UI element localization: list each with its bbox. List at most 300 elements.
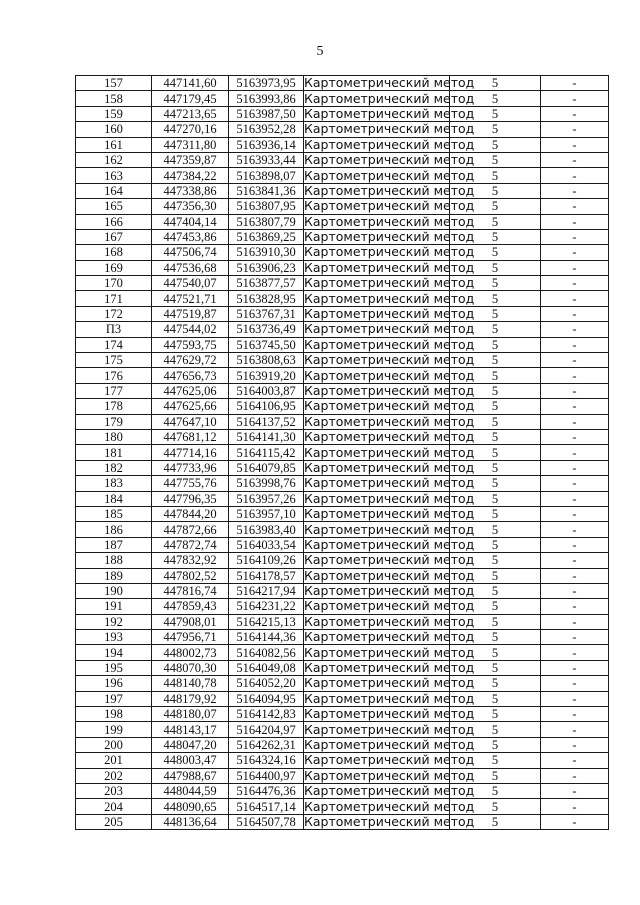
point-number-cell: П3 <box>76 322 152 337</box>
x-coordinate-cell: 447540,07 <box>152 276 229 291</box>
table-row <box>76 599 609 614</box>
point-number-cell: 175 <box>76 353 152 368</box>
x-coordinate-cell: 447733,96 <box>152 460 229 475</box>
note-cell: - <box>541 399 609 414</box>
y-coordinate-cell: 5163910,30 <box>229 245 304 260</box>
table-row <box>76 183 609 198</box>
accuracy-cell: 5 <box>450 214 541 229</box>
x-coordinate-cell: 447629,72 <box>152 353 229 368</box>
y-coordinate-cell: 5164476,36 <box>229 783 304 798</box>
method-cell: Картометрический метод <box>304 690 475 706</box>
method-cell: Картометрический метод <box>304 706 475 722</box>
x-coordinate-cell: 447521,71 <box>152 291 229 306</box>
coordinates-table <box>75 75 609 830</box>
method-cell: Картометрический метод <box>304 275 475 291</box>
method-cell: Картометрический метод <box>304 536 475 552</box>
y-coordinate-cell: 5163808,63 <box>229 353 304 368</box>
accuracy-cell: 5 <box>450 460 541 475</box>
y-coordinate-cell: 5164106,95 <box>229 399 304 414</box>
note-cell: - <box>541 337 609 352</box>
y-coordinate-cell: 5164082,56 <box>229 645 304 660</box>
note-cell: - <box>541 429 609 444</box>
table-row <box>76 414 609 429</box>
accuracy-cell: 5 <box>450 276 541 291</box>
x-coordinate-cell: 448044,59 <box>152 783 229 798</box>
note-cell: - <box>541 599 609 614</box>
y-coordinate-cell: 5164141,30 <box>229 429 304 444</box>
method-cell: Картометрический метод <box>304 629 475 645</box>
accuracy-cell: 5 <box>450 152 541 167</box>
accuracy-cell: 5 <box>450 630 541 645</box>
x-coordinate-cell: 447141,60 <box>152 76 229 91</box>
x-coordinate-cell: 447681,12 <box>152 429 229 444</box>
y-coordinate-cell: 5163936,14 <box>229 137 304 152</box>
note-cell: - <box>541 814 609 829</box>
method-cell: Картометрический метод <box>304 336 475 352</box>
x-coordinate-cell: 447625,06 <box>152 383 229 398</box>
accuracy-cell: 5 <box>450 491 541 506</box>
x-coordinate-cell: 447270,16 <box>152 122 229 137</box>
y-coordinate-cell: 5163933,44 <box>229 152 304 167</box>
x-coordinate-cell: 447802,52 <box>152 568 229 583</box>
x-coordinate-cell: 447988,67 <box>152 768 229 783</box>
note-cell: - <box>541 183 609 198</box>
note-cell: - <box>541 691 609 706</box>
y-coordinate-cell: 5164033,54 <box>229 537 304 552</box>
y-coordinate-cell: 5164142,83 <box>229 707 304 722</box>
point-number-cell: 159 <box>76 106 152 121</box>
accuracy-cell: 5 <box>450 799 541 814</box>
y-coordinate-cell: 5164324,16 <box>229 753 304 768</box>
x-coordinate-cell: 447844,20 <box>152 506 229 521</box>
accuracy-cell: 5 <box>450 660 541 675</box>
point-number-cell: 164 <box>76 183 152 198</box>
note-cell: - <box>541 614 609 629</box>
x-coordinate-cell: 447179,45 <box>152 91 229 106</box>
point-number-cell: 189 <box>76 568 152 583</box>
x-coordinate-cell: 448003,47 <box>152 753 229 768</box>
accuracy-cell: 5 <box>450 676 541 691</box>
table-row <box>76 630 609 645</box>
table-row <box>76 353 609 368</box>
point-number-cell: 167 <box>76 229 152 244</box>
method-cell: Картометрический метод <box>304 244 475 260</box>
note-cell: - <box>541 476 609 491</box>
point-number-cell: 170 <box>76 276 152 291</box>
y-coordinate-cell: 5163987,50 <box>229 106 304 121</box>
y-coordinate-cell: 5163898,07 <box>229 168 304 183</box>
point-number-cell: 199 <box>76 722 152 737</box>
x-coordinate-cell: 447796,35 <box>152 491 229 506</box>
accuracy-cell: 5 <box>450 506 541 521</box>
x-coordinate-cell: 448180,07 <box>152 707 229 722</box>
point-number-cell: 178 <box>76 399 152 414</box>
method-cell: Картометрический метод <box>304 429 475 445</box>
table-row <box>76 691 609 706</box>
point-number-cell: 196 <box>76 676 152 691</box>
table-row <box>76 676 609 691</box>
point-number-cell: 188 <box>76 553 152 568</box>
table-row <box>76 537 609 552</box>
point-number-cell: 193 <box>76 630 152 645</box>
y-coordinate-cell: 5164231,22 <box>229 599 304 614</box>
x-coordinate-cell: 447859,43 <box>152 599 229 614</box>
note-cell: - <box>541 737 609 752</box>
accuracy-cell: 5 <box>450 383 541 398</box>
y-coordinate-cell: 5163906,23 <box>229 260 304 275</box>
note-cell: - <box>541 199 609 214</box>
method-cell: Картометрический метод <box>304 660 475 676</box>
method-cell: Картометрический метод <box>304 75 475 91</box>
y-coordinate-cell: 5164262,31 <box>229 737 304 752</box>
method-cell: Картометрический метод <box>304 182 475 198</box>
table-row <box>76 768 609 783</box>
point-number-cell: 205 <box>76 814 152 829</box>
accuracy-cell: 5 <box>450 429 541 444</box>
method-cell: Картометрический метод <box>304 136 475 152</box>
note-cell: - <box>541 660 609 675</box>
method-cell: Картометрический метод <box>304 475 475 491</box>
table-row <box>76 399 609 414</box>
y-coordinate-cell: 5164115,42 <box>229 445 304 460</box>
note-cell: - <box>541 583 609 598</box>
accuracy-cell: 5 <box>450 337 541 352</box>
point-number-cell: 158 <box>76 91 152 106</box>
y-coordinate-cell: 5163998,76 <box>229 476 304 491</box>
point-number-cell: 182 <box>76 460 152 475</box>
accuracy-cell: 5 <box>450 691 541 706</box>
point-number-cell: 194 <box>76 645 152 660</box>
y-coordinate-cell: 5164049,08 <box>229 660 304 675</box>
x-coordinate-cell: 447404,14 <box>152 214 229 229</box>
note-cell: - <box>541 414 609 429</box>
note-cell: - <box>541 214 609 229</box>
table-row <box>76 814 609 829</box>
y-coordinate-cell: 5164400,97 <box>229 768 304 783</box>
x-coordinate-cell: 447647,10 <box>152 414 229 429</box>
table-row <box>76 722 609 737</box>
accuracy-cell: 5 <box>450 106 541 121</box>
x-coordinate-cell: 447453,86 <box>152 229 229 244</box>
point-number-cell: 200 <box>76 737 152 752</box>
accuracy-cell: 5 <box>450 229 541 244</box>
note-cell: - <box>541 460 609 475</box>
accuracy-cell: 5 <box>450 537 541 552</box>
method-cell: Картометрический метод <box>304 783 475 799</box>
x-coordinate-cell: 447593,75 <box>152 337 229 352</box>
point-number-cell: 203 <box>76 783 152 798</box>
accuracy-cell: 5 <box>450 399 541 414</box>
y-coordinate-cell: 5164217,94 <box>229 583 304 598</box>
point-number-cell: 179 <box>76 414 152 429</box>
x-coordinate-cell: 447338,86 <box>152 183 229 198</box>
point-number-cell: 163 <box>76 168 152 183</box>
method-cell: Картометрический метод <box>304 567 475 583</box>
point-number-cell: 172 <box>76 306 152 321</box>
note-cell: - <box>541 491 609 506</box>
method-cell: Картометрический метод <box>304 752 475 768</box>
note-cell: - <box>541 783 609 798</box>
y-coordinate-cell: 5164517,14 <box>229 799 304 814</box>
method-cell: Картометрический метод <box>304 459 475 475</box>
method-cell: Картометрический метод <box>304 521 475 537</box>
method-cell: Картометрический метод <box>304 213 475 229</box>
table-row <box>76 152 609 167</box>
note-cell: - <box>541 753 609 768</box>
point-number-cell: 181 <box>76 445 152 460</box>
point-number-cell: 184 <box>76 491 152 506</box>
method-cell: Картометрический метод <box>304 798 475 814</box>
y-coordinate-cell: 5163957,10 <box>229 506 304 521</box>
note-cell: - <box>541 445 609 460</box>
x-coordinate-cell: 447872,66 <box>152 522 229 537</box>
note-cell: - <box>541 245 609 260</box>
x-coordinate-cell: 448047,20 <box>152 737 229 752</box>
table-row <box>76 491 609 506</box>
y-coordinate-cell: 5163745,50 <box>229 337 304 352</box>
table-row <box>76 214 609 229</box>
y-coordinate-cell: 5164137,52 <box>229 414 304 429</box>
method-cell: Картометрический метод <box>304 721 475 737</box>
method-cell: Картометрический метод <box>304 290 475 306</box>
point-number-cell: 171 <box>76 291 152 306</box>
accuracy-cell: 5 <box>450 353 541 368</box>
method-cell: Картометрический метод <box>304 552 475 568</box>
method-cell: Картометрический метод <box>304 398 475 414</box>
accuracy-cell: 5 <box>450 122 541 137</box>
y-coordinate-cell: 5163919,20 <box>229 368 304 383</box>
y-coordinate-cell: 5164003,87 <box>229 383 304 398</box>
note-cell: - <box>541 106 609 121</box>
accuracy-cell: 5 <box>450 614 541 629</box>
y-coordinate-cell: 5163807,79 <box>229 214 304 229</box>
method-cell: Картометрический метод <box>304 644 475 660</box>
note-cell: - <box>541 122 609 137</box>
y-coordinate-cell: 5163952,28 <box>229 122 304 137</box>
accuracy-cell: 5 <box>450 260 541 275</box>
x-coordinate-cell: 448002,73 <box>152 645 229 660</box>
method-cell: Картометрический метод <box>304 506 475 522</box>
point-number-cell: 204 <box>76 799 152 814</box>
x-coordinate-cell: 447816,74 <box>152 583 229 598</box>
accuracy-cell: 5 <box>450 245 541 260</box>
table-row <box>76 322 609 337</box>
method-cell: Картометрический метод <box>304 813 475 829</box>
y-coordinate-cell: 5163807,95 <box>229 199 304 214</box>
accuracy-cell: 5 <box>450 583 541 598</box>
method-cell: Картометрический метод <box>304 259 475 275</box>
x-coordinate-cell: 448143,17 <box>152 722 229 737</box>
table-row <box>76 707 609 722</box>
table-row <box>76 383 609 398</box>
note-cell: - <box>541 306 609 321</box>
table-row <box>76 306 609 321</box>
note-cell: - <box>541 260 609 275</box>
accuracy-cell: 5 <box>450 722 541 737</box>
method-cell: Картометрический метод <box>304 152 475 168</box>
accuracy-cell: 5 <box>450 737 541 752</box>
accuracy-cell: 5 <box>450 599 541 614</box>
method-cell: Картометрический метод <box>304 121 475 137</box>
table-row <box>76 445 609 460</box>
point-number-cell: 180 <box>76 429 152 444</box>
method-cell: Картометрический метод <box>304 167 475 183</box>
method-cell: Картометрический метод <box>304 613 475 629</box>
y-coordinate-cell: 5164215,13 <box>229 614 304 629</box>
method-cell: Картометрический метод <box>304 198 475 214</box>
table-row <box>76 368 609 383</box>
table-row <box>76 614 609 629</box>
x-coordinate-cell: 448179,92 <box>152 691 229 706</box>
note-cell: - <box>541 522 609 537</box>
x-coordinate-cell: 448136,64 <box>152 814 229 829</box>
note-cell: - <box>541 722 609 737</box>
x-coordinate-cell: 447872,74 <box>152 537 229 552</box>
method-cell: Картометрический метод <box>304 367 475 383</box>
note-cell: - <box>541 76 609 91</box>
point-number-cell: 186 <box>76 522 152 537</box>
x-coordinate-cell: 447832,92 <box>152 553 229 568</box>
y-coordinate-cell: 5164094,95 <box>229 691 304 706</box>
method-cell: Картометрический метод <box>304 90 475 106</box>
y-coordinate-cell: 5163828,95 <box>229 291 304 306</box>
accuracy-cell: 5 <box>450 783 541 798</box>
y-coordinate-cell: 5163869,25 <box>229 229 304 244</box>
note-cell: - <box>541 506 609 521</box>
point-number-cell: 168 <box>76 245 152 260</box>
method-cell: Картометрический метод <box>304 598 475 614</box>
x-coordinate-cell: 447359,87 <box>152 152 229 167</box>
point-number-cell: 187 <box>76 537 152 552</box>
point-number-cell: 160 <box>76 122 152 137</box>
note-cell: - <box>541 630 609 645</box>
x-coordinate-cell: 447384,22 <box>152 168 229 183</box>
table-row <box>76 276 609 291</box>
x-coordinate-cell: 447625,66 <box>152 399 229 414</box>
note-cell: - <box>541 291 609 306</box>
y-coordinate-cell: 5163973,95 <box>229 76 304 91</box>
x-coordinate-cell: 447956,71 <box>152 630 229 645</box>
x-coordinate-cell: 447908,01 <box>152 614 229 629</box>
method-cell: Картометрический метод <box>304 321 475 337</box>
note-cell: - <box>541 353 609 368</box>
point-number-cell: 166 <box>76 214 152 229</box>
table-row <box>76 506 609 521</box>
x-coordinate-cell: 447213,65 <box>152 106 229 121</box>
point-number-cell: 197 <box>76 691 152 706</box>
table-row <box>76 568 609 583</box>
note-cell: - <box>541 768 609 783</box>
accuracy-cell: 5 <box>450 199 541 214</box>
accuracy-cell: 5 <box>450 753 541 768</box>
accuracy-cell: 5 <box>450 568 541 583</box>
y-coordinate-cell: 5164507,78 <box>229 814 304 829</box>
note-cell: - <box>541 276 609 291</box>
method-cell: Картометрический метод <box>304 583 475 599</box>
note-cell: - <box>541 152 609 167</box>
y-coordinate-cell: 5163983,40 <box>229 522 304 537</box>
y-coordinate-cell: 5164178,57 <box>229 568 304 583</box>
accuracy-cell: 5 <box>450 768 541 783</box>
x-coordinate-cell: 448090,65 <box>152 799 229 814</box>
table-row <box>76 337 609 352</box>
method-cell: Картометрический метод <box>304 413 475 429</box>
x-coordinate-cell: 448140,78 <box>152 676 229 691</box>
note-cell: - <box>541 229 609 244</box>
point-number-cell: 192 <box>76 614 152 629</box>
accuracy-cell: 5 <box>450 707 541 722</box>
y-coordinate-cell: 5164052,20 <box>229 676 304 691</box>
x-coordinate-cell: 447506,74 <box>152 245 229 260</box>
x-coordinate-cell: 448070,30 <box>152 660 229 675</box>
note-cell: - <box>541 645 609 660</box>
note-cell: - <box>541 137 609 152</box>
note-cell: - <box>541 707 609 722</box>
accuracy-cell: 5 <box>450 522 541 537</box>
note-cell: - <box>541 537 609 552</box>
note-cell: - <box>541 368 609 383</box>
point-number-cell: 169 <box>76 260 152 275</box>
point-number-cell: 195 <box>76 660 152 675</box>
note-cell: - <box>541 168 609 183</box>
point-number-cell: 176 <box>76 368 152 383</box>
table-row <box>76 583 609 598</box>
table-row <box>76 737 609 752</box>
method-cell: Картометрический метод <box>304 490 475 506</box>
page-number: 5 <box>316 44 324 59</box>
method-cell: Картометрический метод <box>304 229 475 245</box>
table-row <box>76 291 609 306</box>
table-row <box>76 429 609 444</box>
point-number-cell: 202 <box>76 768 152 783</box>
note-cell: - <box>541 91 609 106</box>
point-number-cell: 190 <box>76 583 152 598</box>
y-coordinate-cell: 5163767,31 <box>229 306 304 321</box>
point-number-cell: 183 <box>76 476 152 491</box>
point-number-cell: 191 <box>76 599 152 614</box>
table-row <box>76 476 609 491</box>
y-coordinate-cell: 5163841,36 <box>229 183 304 198</box>
accuracy-cell: 5 <box>450 414 541 429</box>
x-coordinate-cell: 447311,80 <box>152 137 229 152</box>
point-number-cell: 177 <box>76 383 152 398</box>
y-coordinate-cell: 5164144,36 <box>229 630 304 645</box>
accuracy-cell: 5 <box>450 91 541 106</box>
note-cell: - <box>541 553 609 568</box>
method-cell: Картометрический метод <box>304 444 475 460</box>
x-coordinate-cell: 447356,30 <box>152 199 229 214</box>
note-cell: - <box>541 676 609 691</box>
table-row <box>76 460 609 475</box>
accuracy-cell: 5 <box>450 553 541 568</box>
accuracy-cell: 5 <box>450 645 541 660</box>
table-body <box>76 76 609 830</box>
method-cell: Картометрический метод <box>304 767 475 783</box>
y-coordinate-cell: 5164109,26 <box>229 553 304 568</box>
table-row <box>76 783 609 798</box>
note-cell: - <box>541 568 609 583</box>
table-row <box>76 645 609 660</box>
method-cell: Картометрический метод <box>304 675 475 691</box>
table-row <box>76 229 609 244</box>
table-row <box>76 91 609 106</box>
table-row <box>76 260 609 275</box>
y-coordinate-cell: 5164204,97 <box>229 722 304 737</box>
table-row <box>76 168 609 183</box>
x-coordinate-cell: 447536,68 <box>152 260 229 275</box>
x-coordinate-cell: 447755,76 <box>152 476 229 491</box>
table-row <box>76 799 609 814</box>
